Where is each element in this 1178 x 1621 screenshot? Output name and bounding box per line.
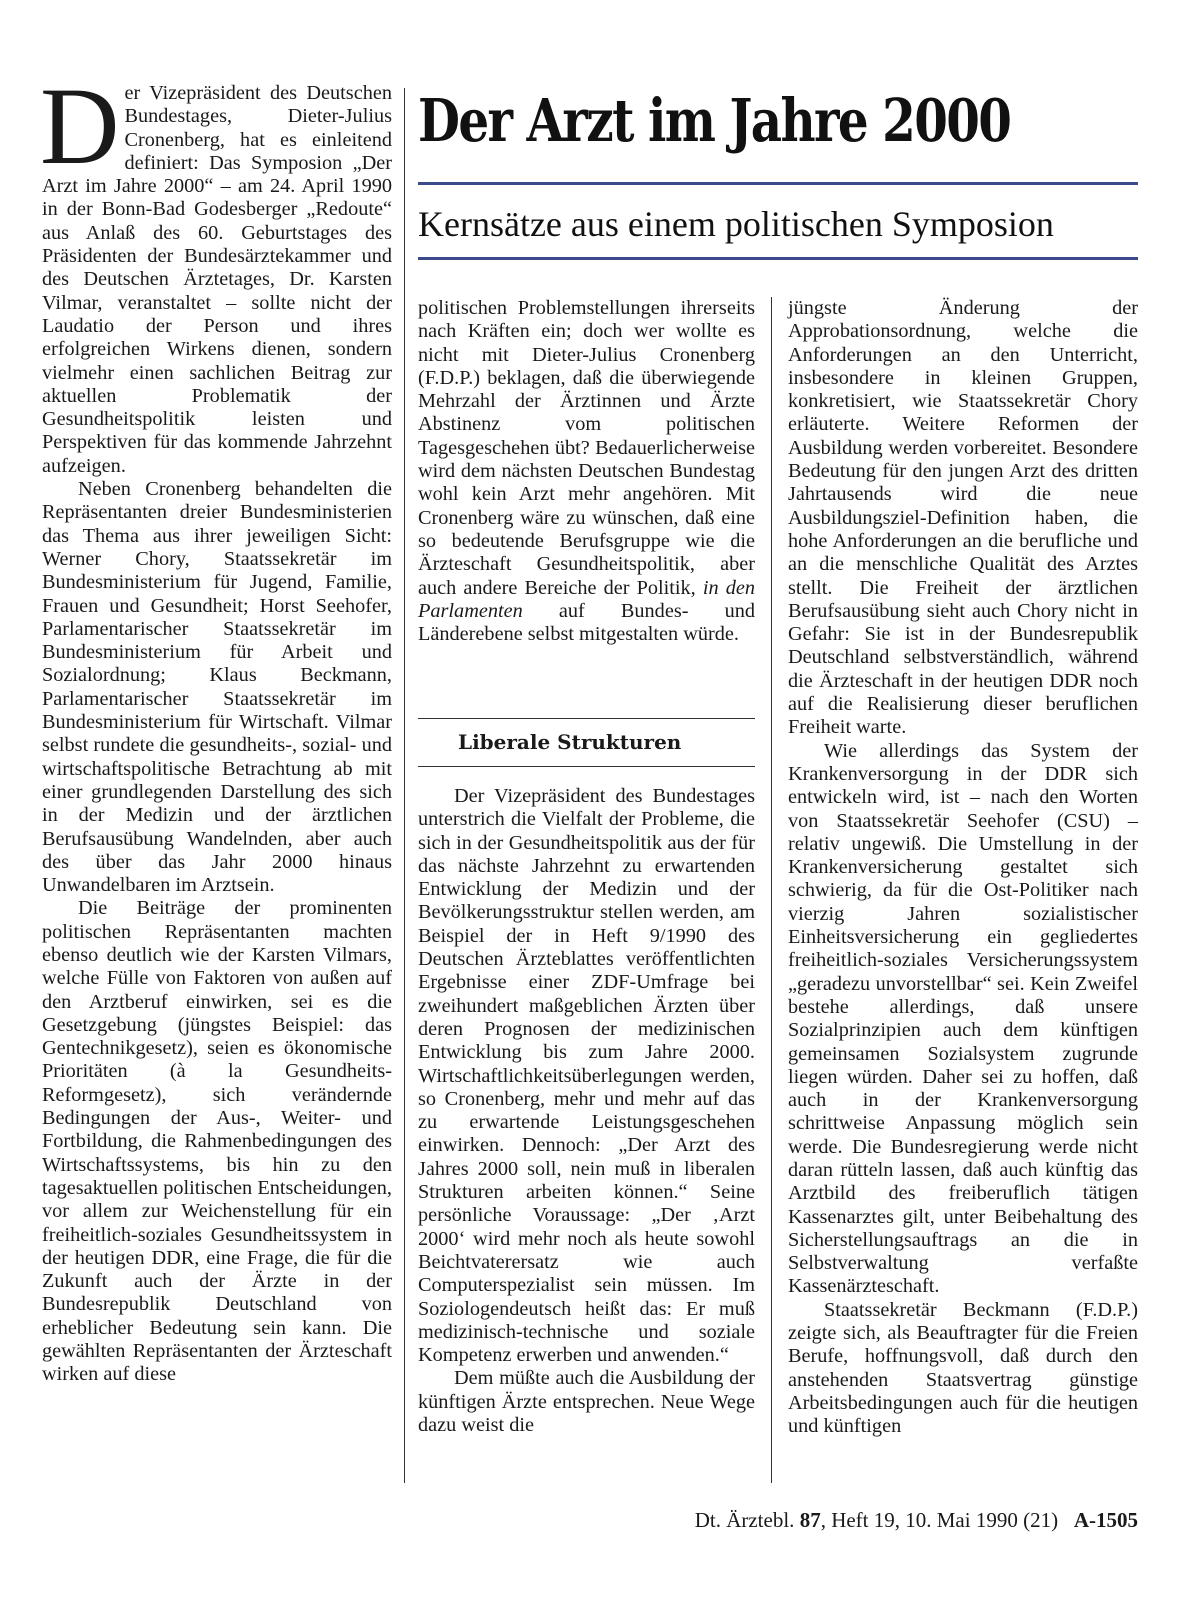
title-rule (418, 182, 1138, 185)
article-column-1 (40, 65, 392, 1387)
paragraph: Wie allerdings das System der Krankenversorgung in der DDR sich entwickeln wird, ist – nach den Worten von Staatssekretär Seehofer (CSU) – relativ ungewiß. Die Umstellung in der Krankenversicherung gestaltet sich schwierig, da für die Ost-Politiker nach vierzig Jahren sozialistischer Einheitsversicherung ein gegliedertes freiheitlich-soziales Versicherungssystem „geradezu unvorstellbar“ sei. Kein Zweifel bestehe allerdings, daß unsere Sozialprinzipien auch dem künftigen gemeinsamen Sozialsystem zugrunde liegen würden. Daher sei zu hoffen, daß auch in der Krankenversorgung schrittweise Anpassung möglich sein werde. Die Bundesregierung werde nicht daran rütteln lassen, daß auch künftig das Arztbild des freiberuflich tätigen Kassenarztes gilt, unter Beibehaltung des Sicherstellungsauftrags an die in Selbstverwaltung verfaßte Kassenärzteschaft. (788, 739, 1138, 1298)
column-divider-1 (404, 88, 405, 1483)
volume-number: 87 (799, 1508, 821, 1532)
page-number: A-1505 (1073, 1508, 1138, 1532)
paragraph: Neben Cronenberg behandelten die Repräsentanten dreier Bundesministerien das Thema aus ihrer jeweiligen Sicht: Werner Chory, Staatssekretär im Bundesministerium für Jugend, Familie, Frauen und Gesundheit; Horst Seehofer, Parlamentarischer Staatssekretär im Bundesministerium für Arbeit und Sozialordnung; Klaus Beckmann, Parlamentarischer Staatssekretär im Bundesministerium für Wirtschaft. Vilmar selbst rundete die gesundheits-, sozial- und wirtschaftspolitische Betrachtung ab mit einer grundlegenden Darstellung des sich in der Medizin und der ärztlichen Berufsausübung Wandelnden, aber auch des über das Jahr 2000 hinaus Unwandelbaren im Arztsein. (42, 478, 392, 897)
article-title: Der Arzt im Jahre 2000 (418, 86, 1011, 155)
paragraph: politischen Problemstellungen ihrerseits nach Kräften ein; doch wer wollte es nicht mit Dieter-Julius Cronenberg (F.D.P.) beklagen, daß die überwiegende Mehrzahl der Ärztinnen und Ärzte Abstinenz vom politischen Tagesgeschehen übt? Bedauerlicherweise wird dem nächsten Deutschen Bundestag wohl kein Arzt mehr angehören. Mit Cronenberg wäre zu wünschen, daß eine so bedeutende Berufsgruppe wie die Ärzteschaft Gesundheitspolitik, aber auch andere Bereiche der Politik, in den Parlamenten auf Bundes- und Länderebene selbst mitgestalten würde. (418, 297, 755, 646)
section-subheading: Liberale Strukturen (458, 730, 682, 754)
article-column-3 (788, 297, 1138, 1439)
page-footer (0, 1508, 1138, 1533)
article-column-2-bottom (418, 785, 755, 1437)
italic-phrase: in den Parlamenten (418, 576, 755, 622)
subtitle-rule (418, 257, 1138, 260)
article-column-2-top (418, 297, 755, 646)
column-divider-2 (771, 297, 772, 1483)
subheading-rule-bottom (418, 766, 755, 767)
paragraph: Dem müßte auch die Ausbildung der künftigen Ärzte entsprechen. Neue Wege dazu weist die (418, 1367, 755, 1437)
paragraph: Die Beiträge der prominenten politischen Repräsentanten machten ebenso deutlich wie der Karsten Vilmars, welche Fülle von Faktoren von außen auf den Arztberuf einwirken, sei es die Gesetzgebung (jüngstes Beispiel: das Gentechnikgesetz), seien es ökonomische Prioritäten (à la Gesundheits-Reformgesetz), sich verändernde Bedingungen der Aus-, Weiter- und Fortbildung, die Rahmenbedingungen des Wirtschaftssystems, bis hin zu den tagesaktuellen politischen Entscheidungen, vor allem zur Weichenstellung für ein freiheitlich-soziales Gesundheitssystem in der heutigen DDR, eine Frage, die für die Zukunft auch der Ärzte in der Bundesrepublik Deutschland von erheblicher Bedeutung sein kann. Die gewählten Repräsentanten der Ärzteschaft wirken auf diese (42, 897, 392, 1386)
article-subtitle: Kernsätze aus einem politischen Symposion (418, 204, 1054, 244)
drop-cap: D (40, 65, 120, 187)
paragraph: er Vizepräsident des Deutschen Bundestages, Dieter-Julius Cronenberg, hat es einleitend definiert: Das Symposion „Der Arzt im Jahre 2000“ – am 24. April 1990 in der Bonn-Bad Godesberger „Redoute“ aus Anlaß des 60. Geburtstages des Präsidenten der Bundesärztekammer und des Deutschen Ärztetages, Dr. Karsten Vilmar, veranstaltet – sollte nicht der Laudatio der Person und ihres erfolgreichen Wirkens dienen, sondern vielmehr einen sachlichen Beitrag zur aktuellen Problematik der Gesundheitspolitik leisten und Perspektiven für das kommende Jahrzehnt aufzeigen. (42, 82, 392, 477)
subheading-rule-top (418, 718, 755, 719)
paragraph: Staatssekretär Beckmann (F.D.P.) zeigte sich, als Beauftragter für die Freien Berufe, hoffnungsvoll, daß durch den anstehenden Staatsvertrag günstige Arbeitsbedingungen auch für die heutigen und künftigen (788, 1298, 1138, 1438)
journal-name: Dt. Ärztebl. (694, 1508, 795, 1532)
paragraph: jüngste Änderung der Approbationsordnung, welche die Anforderungen an den Unterricht, insbesondere in kleinen Gruppen, konkretisiert, wie Staatssekretär Chory erläuterte. Weitere Reformen der Ausbildung werden vorbereitet. Besondere Bedeutung für den jungen Arzt des dritten Jahrtausends wird die neue Ausbildungsziel-Definition haben, die hohe Anforderungen an die berufliche und an die menschliche Qualität des Arztes stellt. Die Freiheit der ärztlichen Berufsausübung sieht auch Chory nicht in Gefahr: Sie ist in der Bundesrepublik Deutschland selbstverständlich, während die Ärzteschaft in der heutigen DDR noch auf die Realisierung dieser beruflichen Freiheit warte. (788, 297, 1138, 739)
issue-info: , Heft 19, 10. Mai 1990 (21) (820, 1508, 1059, 1532)
paragraph: Der Vizepräsident des Bundestages unterstrich die Vielfalt der Probleme, die sich in der Gesundheitspolitik aus der für das nächste Jahrzehnt zu erwartenden Entwicklung der Medizin und der Bevölkerungsstruktur stellen werden, am Beispiel der in Heft 9/1990 des Deutschen Ärzteblattes veröffentlichten Ergebnisse einer ZDF-Umfrage bei zweihundert maßgeblichen Ärzten über deren Prognosen der medizinischen Entwicklung bis zum Jahre 2000. Wirtschaftlichkeitsüberlegungen werden, so Cronenberg, mehr und mehr auf das zu erwartende Leistungsgeschehen einwirken. Dennoch: „Der Arzt des Jahres 2000 soll, nein muß in liberalen Strukturen arbeiten können.“ Seine persönliche Voraussage: „Der ‚Arzt 2000‘ wird mehr noch als heute sowohl Beichtvaterersatz wie auch Computerspezialist sein müssen. Im Soziologendeutsch heißt das: Er muß medizinisch-technische und soziale Kompetenz erwerben und anwenden.“ (418, 785, 755, 1367)
